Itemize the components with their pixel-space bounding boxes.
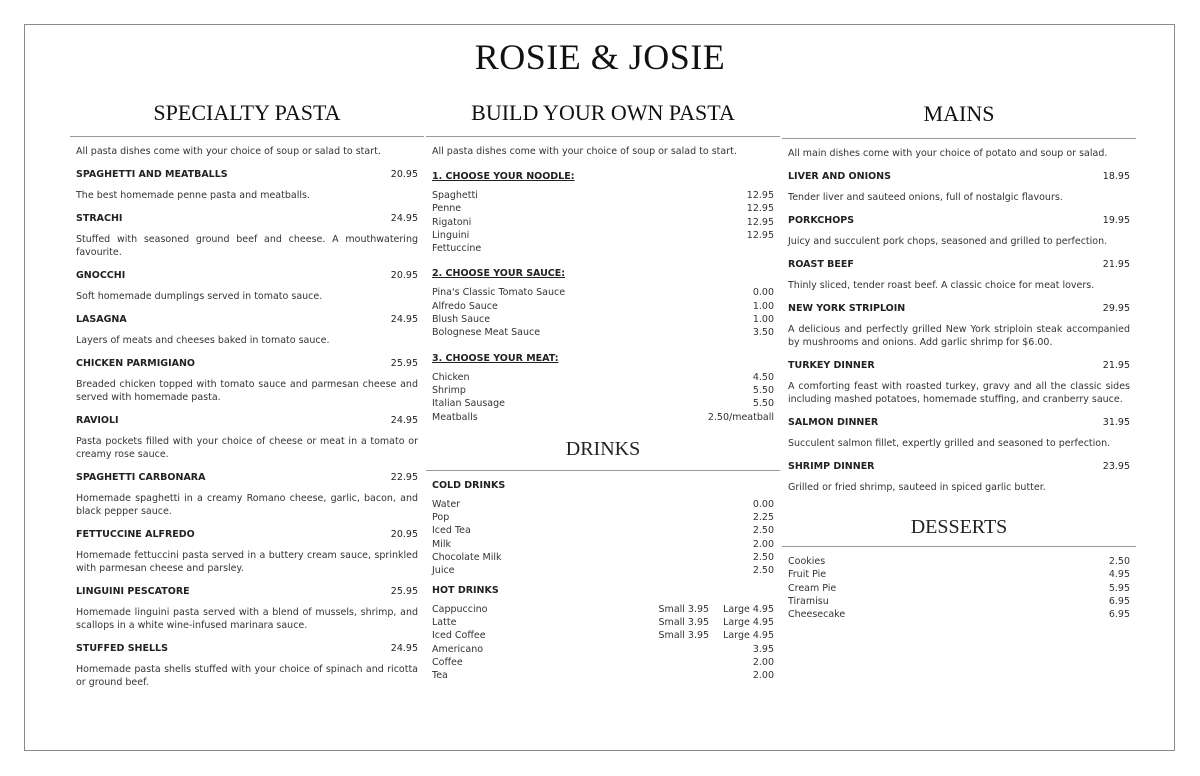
hot-drink-item xyxy=(426,656,780,669)
menu-item-description: Homemade pasta shells stuffed with your choice of spinach and ricotta or ground beef. xyxy=(76,664,418,688)
list-item-price: 12.95 xyxy=(746,203,774,215)
menu-item-description: Succulent salmon fillet, expertly grilled and seasoned to perfection. xyxy=(788,438,1111,449)
menu-item-header xyxy=(76,269,418,282)
list-item-name: Pina's Classic Tomato Sauce xyxy=(432,287,566,299)
list-item xyxy=(426,216,780,229)
mains-column xyxy=(782,100,1136,621)
list-item-price: 5.50 xyxy=(752,384,774,396)
mains-heading: MAINS xyxy=(923,101,995,126)
specialty-pasta-heading: SPECIALTY PASTA xyxy=(153,100,341,125)
hot-drink-prices xyxy=(659,629,774,642)
menu-item-header xyxy=(788,302,1130,315)
menu-item-description: Homemade fettuccini pasta served in a buttery cream sauce, sprinkled with parmesan cheese and parsley. xyxy=(76,550,418,574)
menu-item-header xyxy=(76,212,418,225)
menu-item-name: GNOCCHI xyxy=(76,270,126,281)
hot-drink-name: Americano xyxy=(432,643,484,655)
menu-item-price: 20.95 xyxy=(390,270,418,281)
menu-item-header xyxy=(76,168,418,181)
menu-item-price: 22.95 xyxy=(390,472,418,483)
menu-item-header xyxy=(76,528,418,541)
list-item-price: 4.50 xyxy=(752,371,774,383)
list-item-price: 5.95 xyxy=(1108,582,1130,594)
menu-item-header xyxy=(76,642,418,655)
menu-item-name: LASAGNA xyxy=(76,314,127,325)
list-item-price: 0.00 xyxy=(752,287,774,299)
hot-drink-item xyxy=(426,603,780,616)
list-item-price: 2.50/meatball xyxy=(707,411,774,423)
noodle-title: 1. CHOOSE YOUR NOODLE: xyxy=(432,171,575,182)
large-price: Large 4.95 xyxy=(723,616,774,628)
menu-item xyxy=(70,585,424,632)
sauce-title: 2. CHOOSE YOUR SAUCE: xyxy=(432,268,566,280)
menu-item-description: Homemade linguini pasta served with a blend of mussels, shrimp, and scallops in a white wine-infused marinara sauce. xyxy=(76,607,418,631)
list-item-name: Alfredo Sauce xyxy=(432,300,498,312)
menu-item-header xyxy=(788,258,1130,271)
menu-item-header xyxy=(76,414,418,427)
list-item xyxy=(782,595,1136,608)
list-item xyxy=(426,286,780,299)
list-item-price: 12.95 xyxy=(746,216,774,228)
menu-item-description: Layers of meats and cheeses baked in tomato sauce. xyxy=(76,335,330,346)
list-item xyxy=(426,313,780,326)
drinks-heading: DRINKS xyxy=(565,437,641,460)
menu-item-header xyxy=(76,313,418,326)
menu-item-description: A delicious and perfectly grilled New York striploin steak accompanied by mushrooms and onions. Add garlic shrimp for $6.00. xyxy=(788,324,1130,348)
list-item-name: Cookies xyxy=(788,556,826,567)
list-item-name: Juice xyxy=(432,565,455,577)
menu-item-name: LIVER AND ONIONS xyxy=(788,171,891,182)
menu-item-price: 23.95 xyxy=(1102,461,1130,472)
hot-drink-item xyxy=(426,643,780,656)
list-item xyxy=(782,608,1136,621)
hot-drink-name: Coffee xyxy=(432,656,463,668)
large-price: Large 4.95 xyxy=(723,630,774,642)
menu-item xyxy=(782,258,1136,292)
menu-item-name: FETTUCCINE ALFREDO xyxy=(76,529,195,540)
list-item-name: Chocolate Milk xyxy=(432,552,502,564)
large-price: Large 4.95 xyxy=(723,603,774,615)
list-item-name: Iced Tea xyxy=(432,525,471,537)
hot-drink-name: Latte xyxy=(432,616,457,628)
menu-item xyxy=(70,269,424,303)
small-price: Small 3.95 xyxy=(658,630,710,642)
menu-item-header xyxy=(76,357,418,370)
menu-item-header xyxy=(788,359,1130,372)
hot-drink-prices xyxy=(739,669,774,682)
hot-drink-item xyxy=(426,669,780,682)
menu-item-name: SPAGHETTI AND MEATBALLS xyxy=(76,169,228,180)
menu-item xyxy=(782,460,1136,494)
list-item xyxy=(426,551,780,564)
list-item-price: 3.50 xyxy=(752,327,774,339)
list-item xyxy=(426,498,780,511)
restaurant-title: ROSIE & JOSIE xyxy=(474,37,726,77)
list-item-name: Fettuccine xyxy=(432,243,482,255)
large-price: 2.00 xyxy=(752,670,774,682)
list-item xyxy=(426,538,780,551)
menu-item-description: Soft homemade dumplings served in tomato sauce. xyxy=(76,291,323,302)
list-item-price: 1.00 xyxy=(752,314,774,326)
menu-item-description: Juicy and succulent pork chops, seasoned and grilled to perfection. xyxy=(788,236,1108,247)
cold-drinks-title: COLD DRINKS xyxy=(432,479,506,491)
build-pasta-heading: BUILD YOUR OWN PASTA xyxy=(471,100,735,125)
list-item xyxy=(426,411,780,424)
desserts-heading: DESSERTS xyxy=(910,516,1008,538)
hot-drink-item xyxy=(426,629,780,642)
list-item-name: Linguini xyxy=(432,229,470,241)
menu-item-name: NEW YORK STRIPLOIN xyxy=(788,303,906,314)
menu-item-header xyxy=(788,214,1130,227)
menu-item xyxy=(70,414,424,461)
specialty-list xyxy=(70,168,424,689)
list-item-name: Penne xyxy=(432,203,462,215)
menu-item xyxy=(782,416,1136,450)
menu-item-price: 24.95 xyxy=(390,643,418,654)
list-item xyxy=(426,524,780,537)
list-item-name: Chicken xyxy=(432,371,470,383)
mains-list xyxy=(782,170,1136,494)
menu-item xyxy=(70,212,424,259)
desserts-list xyxy=(782,555,1136,621)
menu-item-price: 24.95 xyxy=(390,415,418,426)
menu-item-price: 20.95 xyxy=(390,529,418,540)
cold-drinks-list xyxy=(426,498,780,578)
list-item-name: Italian Sausage xyxy=(432,398,506,410)
menu-item-price: 25.95 xyxy=(390,358,418,369)
list-item-price: 1.00 xyxy=(752,300,774,312)
menu-item xyxy=(70,168,424,202)
list-item-price: 0.00 xyxy=(752,498,774,510)
menu-item-header xyxy=(76,471,418,484)
menu-item-name: SPAGHETTI CARBONARA xyxy=(76,472,206,483)
small-price: Small 3.95 xyxy=(658,603,710,615)
hot-drink-prices xyxy=(739,656,774,669)
list-item-name: Cream Pie xyxy=(788,582,837,594)
hot-drinks-title: HOT DRINKS xyxy=(432,584,499,596)
menu-item-description: A comforting feast with roasted turkey, gravy and all the classic sides including mashed potatoes, homemade stuffing, and cranberry sauce. xyxy=(788,381,1130,405)
list-item xyxy=(426,202,780,215)
list-item-price: 6.95 xyxy=(1108,595,1130,607)
hot-drink-name: Iced Coffee xyxy=(432,630,486,642)
hot-drink-name: Cappuccino xyxy=(432,603,488,615)
menu-item-price: 21.95 xyxy=(1102,360,1130,371)
list-item-name: Spaghetti xyxy=(432,190,478,201)
specialty-intro: All pasta dishes come with your choice of soup or salad to start. xyxy=(76,146,381,157)
list-item xyxy=(426,384,780,397)
list-item-name: Fruit Pie xyxy=(788,569,827,581)
list-item-price: 2.25 xyxy=(752,512,774,524)
list-item-name: Tiramisu xyxy=(788,595,829,607)
meat-title: 3. CHOOSE YOUR MEAT: xyxy=(432,352,559,364)
menu-item-description: Breaded chicken topped with tomato sauce and parmesan cheese and served with homemade pasta. xyxy=(76,379,418,403)
menu-item xyxy=(782,214,1136,248)
menu-item-name: ROAST BEEF xyxy=(788,259,854,270)
menu-item-price: 19.95 xyxy=(1102,215,1130,226)
sauce-list xyxy=(426,286,780,339)
list-item-name: Water xyxy=(432,498,461,510)
menu-item xyxy=(70,313,424,347)
menu-item-name: SHRIMP DINNER xyxy=(788,461,875,472)
build-pasta-column xyxy=(426,100,780,682)
list-item xyxy=(782,582,1136,595)
menu-item-price: 31.95 xyxy=(1102,417,1130,428)
menu-item xyxy=(70,642,424,689)
menu-item-name: TURKEY DINNER xyxy=(788,360,875,371)
menu-item-name: PORKCHOPS xyxy=(788,215,855,226)
list-item-price: 2.50 xyxy=(752,565,774,577)
list-item xyxy=(782,555,1136,568)
menu-item-name: SALMON DINNER xyxy=(788,417,879,428)
menu-item-header xyxy=(788,416,1130,429)
menu-item-name: STRACHI xyxy=(76,213,123,224)
menu-item-price: 24.95 xyxy=(390,213,418,224)
list-item-price: 2.50 xyxy=(752,525,774,537)
menu-item-price: 24.95 xyxy=(390,314,418,325)
specialty-pasta-column xyxy=(70,100,424,689)
list-item-name: Blush Sauce xyxy=(432,314,491,326)
list-item-price: 12.95 xyxy=(746,229,774,241)
noodle-list xyxy=(426,189,780,255)
list-item xyxy=(426,300,780,313)
menu-item-header xyxy=(76,585,418,598)
list-item-name: Shrimp xyxy=(432,384,466,396)
small-price: Small 3.95 xyxy=(658,616,710,628)
menu-item xyxy=(782,170,1136,204)
menu-item xyxy=(70,528,424,575)
list-item xyxy=(426,326,780,339)
menu-item-header xyxy=(788,170,1130,183)
divider xyxy=(426,470,780,471)
list-item-price: 6.95 xyxy=(1108,609,1130,621)
menu-item-name: STUFFED SHELLS xyxy=(76,643,168,654)
menu-item-header xyxy=(788,460,1130,473)
menu-item-description: Homemade spaghetti in a creamy Romano cheese, garlic, bacon, and black pepper sauce. xyxy=(76,493,418,517)
hot-drink-prices xyxy=(659,616,774,629)
menu-item-price: 29.95 xyxy=(1102,303,1130,314)
list-item xyxy=(426,371,780,384)
menu-item-description: The best homemade penne pasta and meatballs. xyxy=(76,190,310,201)
list-item xyxy=(782,568,1136,581)
list-item-price: 5.50 xyxy=(752,398,774,410)
hot-drink-name: Tea xyxy=(432,670,448,682)
list-item-price: 2.50 xyxy=(752,552,774,564)
list-item-name: Rigatoni xyxy=(432,216,472,228)
list-item xyxy=(426,229,780,242)
hot-drink-prices xyxy=(739,643,774,656)
mains-intro: All main dishes come with your choice of potato and soup or salad. xyxy=(788,148,1108,159)
menu-item xyxy=(70,471,424,518)
menu-item xyxy=(782,359,1136,406)
list-item-price: 12.95 xyxy=(746,190,774,201)
menu-item-name: RAVIOLI xyxy=(76,415,119,426)
menu-item-description: Tender liver and sauteed onions, full of nostalgic flavours. xyxy=(788,192,1063,203)
menu-item-price: 25.95 xyxy=(390,586,418,597)
list-item-price: 2.50 xyxy=(1108,556,1130,567)
menu-item-description: Thinly sliced, tender roast beef. A classic choice for meat lovers. xyxy=(788,280,1095,291)
menu-item-price: 21.95 xyxy=(1102,259,1130,270)
list-item-name: Pop xyxy=(432,512,450,524)
list-item xyxy=(426,189,780,202)
list-item-price: 2.00 xyxy=(752,538,774,550)
menu-item xyxy=(70,357,424,404)
menu-item-price: 18.95 xyxy=(1102,171,1130,182)
large-price: 3.95 xyxy=(752,643,774,655)
menu-item-name: CHICKEN PARMIGIANO xyxy=(76,358,195,369)
list-item xyxy=(426,397,780,410)
build-intro: All pasta dishes come with your choice of soup or salad to start. xyxy=(432,146,737,157)
menu-item-name: LINGUINI PESCATORE xyxy=(76,586,190,597)
list-item-name: Milk xyxy=(432,538,451,550)
menu-item-description: Pasta pockets filled with your choice of cheese or meat in a tomato or creamy rose sauce. xyxy=(76,436,418,460)
hot-drinks-list xyxy=(426,603,780,683)
meat-list xyxy=(426,371,780,424)
menu-item-price: 20.95 xyxy=(390,169,418,180)
list-item-price: 4.95 xyxy=(1108,569,1130,581)
large-price: 2.00 xyxy=(752,656,774,668)
list-item xyxy=(426,242,780,255)
list-item-name: Cheesecake xyxy=(788,609,846,621)
menu-item-description: Stuffed with seasoned ground beef and cheese. A mouthwatering favourite. xyxy=(76,234,418,258)
menu-item-description: Grilled or fried shrimp, sauteed in spiced garlic butter. xyxy=(788,482,1046,493)
list-item xyxy=(426,511,780,524)
list-item xyxy=(426,564,780,577)
list-item-name: Bolognese Meat Sauce xyxy=(432,327,541,339)
hot-drink-prices xyxy=(659,603,774,616)
menu-item xyxy=(782,302,1136,349)
hot-drink-item xyxy=(426,616,780,629)
list-item-name: Meatballs xyxy=(432,411,478,423)
